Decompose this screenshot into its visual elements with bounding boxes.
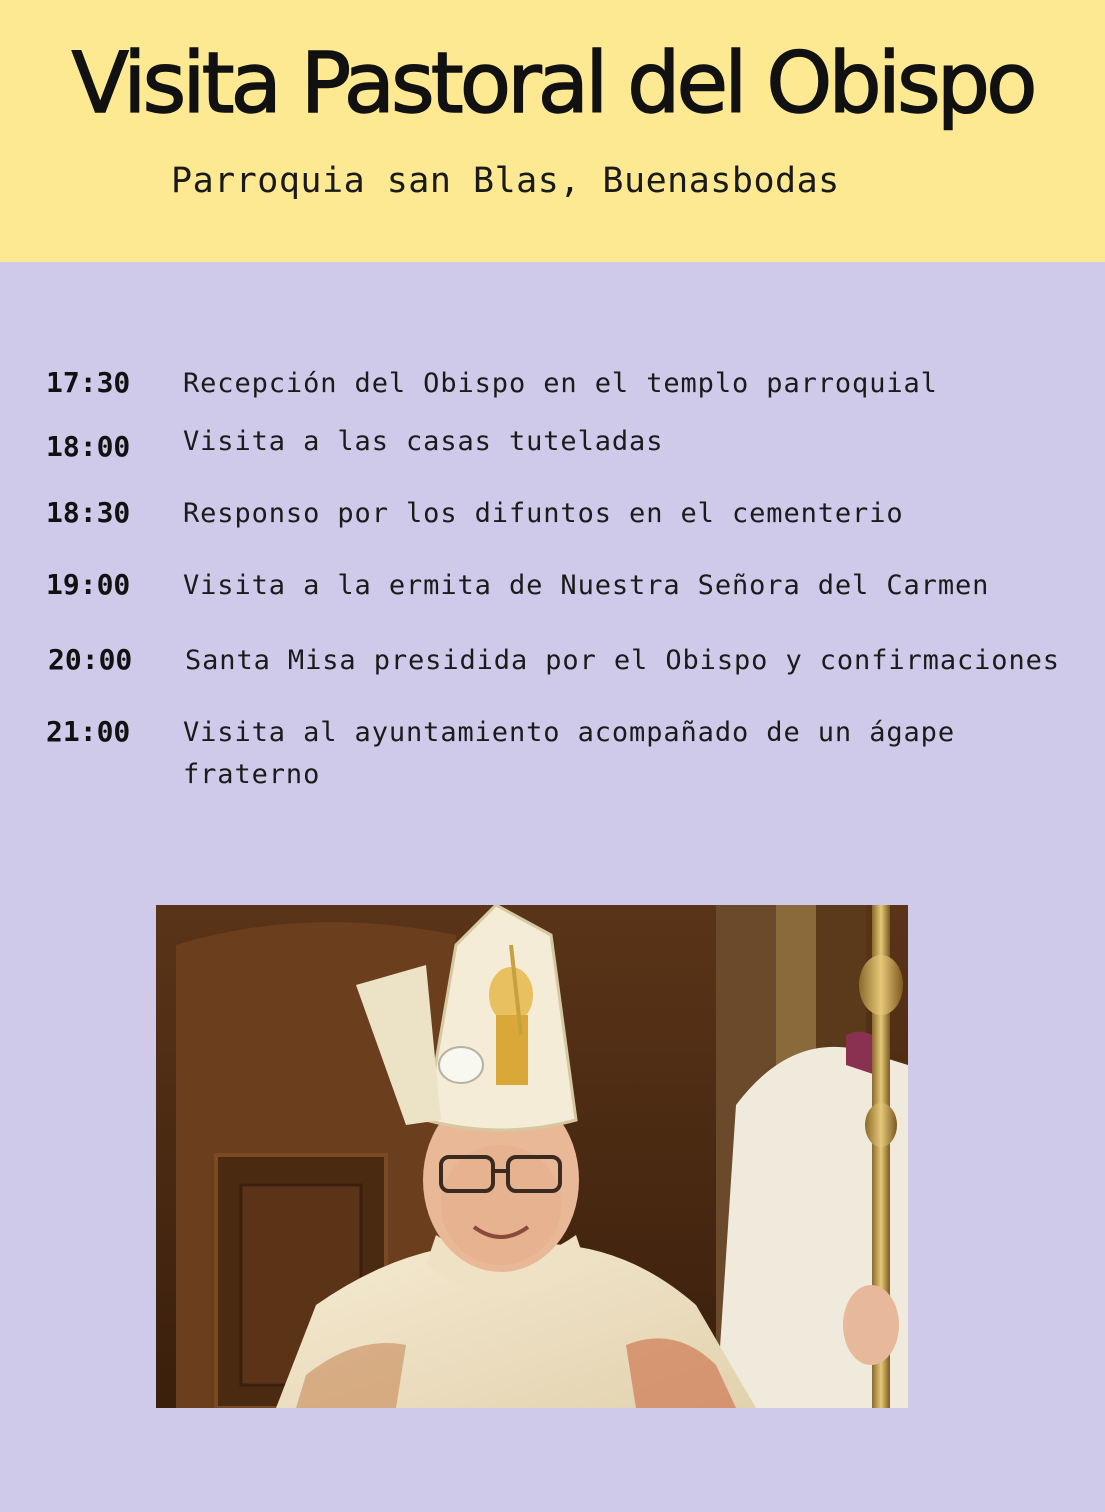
schedule-time: 17:30 (46, 366, 131, 399)
schedule-event: Visita al ayuntamiento acompañado de un ágape fraterno (183, 717, 955, 790)
schedule-time: 20:00 (48, 643, 133, 676)
schedule-time: 21:00 (46, 715, 131, 748)
schedule-time: 19:00 (46, 568, 131, 601)
schedule-event: Responso por los difuntos en el cementerio (183, 498, 904, 529)
schedule-time: 18:00 (46, 430, 131, 463)
schedule-event: Recepción del Obispo en el templo parroquial (183, 368, 938, 399)
bishop-photo (156, 905, 908, 1408)
schedule-event: Visita a las casas tuteladas (183, 426, 664, 457)
page-title: Visita Pastoral del Obispo (71, 34, 1034, 132)
page-subtitle: Parroquia san Blas, Buenasbodas (171, 161, 840, 201)
header-banner (0, 0, 1105, 262)
schedule-event: Santa Misa presidida por el Obispo y confirmaciones (185, 645, 1060, 676)
schedule-event: Visita a la ermita de Nuestra Señora del Carmen (183, 570, 990, 601)
schedule-time: 18:30 (46, 496, 131, 529)
